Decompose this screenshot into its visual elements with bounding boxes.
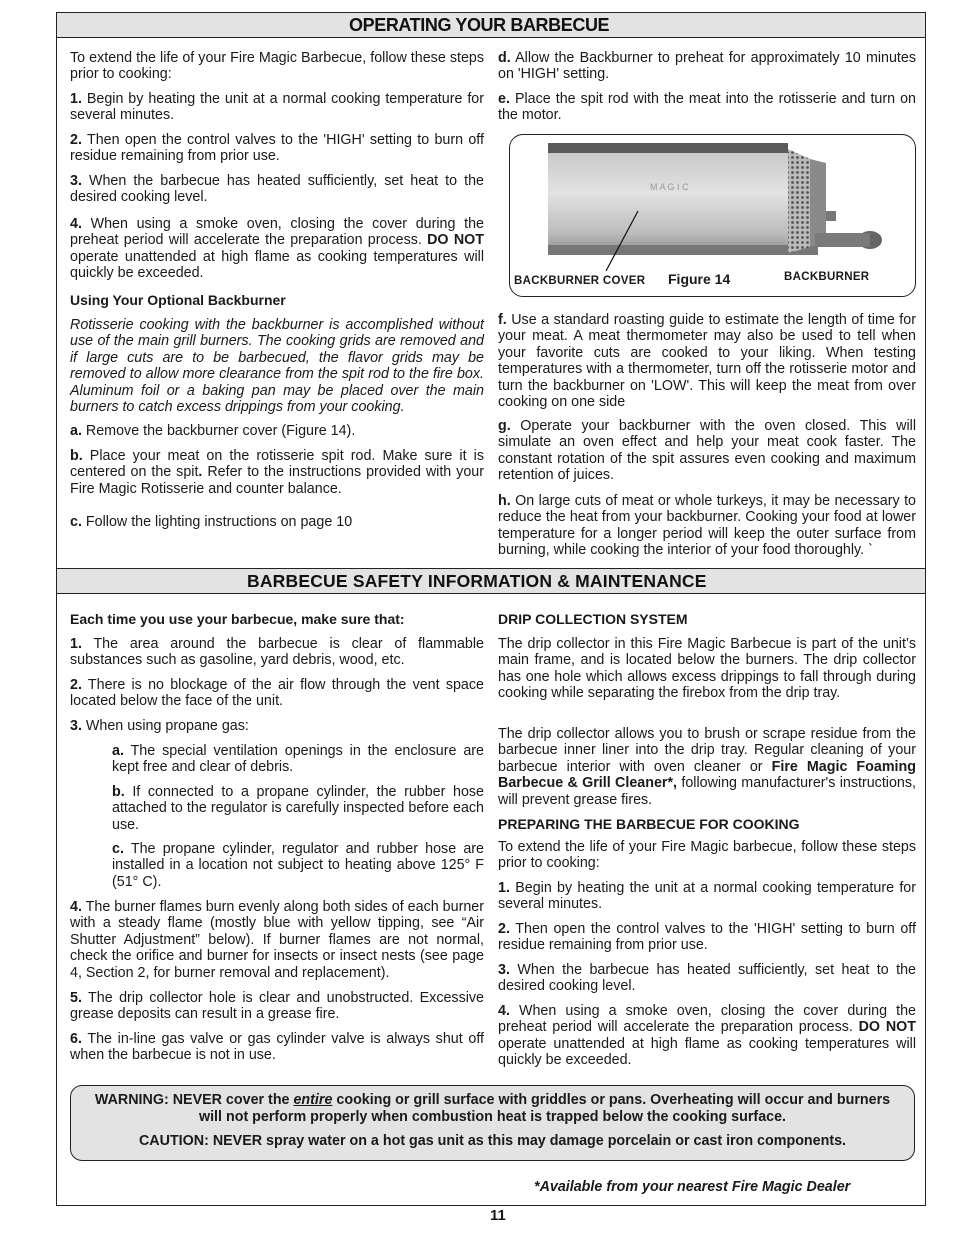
- substep-a: a. Remove the backburner cover (Figure 14).: [70, 423, 356, 439]
- substep-e: e. Place the spit rod with the meat into the rotisserie and turn on the motor.: [498, 91, 916, 124]
- prep-step-1: 1. Begin by heating the unit at a normal cooking temperature for several minutes.: [498, 880, 916, 913]
- substep-g: g. Operate your backburner with the oven closed. This will simulate an oven effect and help your meat cook faster. The constant rotation of the spit assures even cooking and maximum retention of juices.: [498, 418, 916, 484]
- propane-item-c: c. The propane cylinder, regulator and rubber hose are installed in a location not subject to heating above 125° F (51° C).: [112, 841, 484, 890]
- substep-d: d. Allow the Backburner to preheat for approximately 10 minutes on 'HIGH' setting.: [498, 50, 916, 83]
- prep-heading: PREPARING THE BARBECUE FOR COOKING: [498, 816, 800, 832]
- figure-title: Figure 14: [668, 271, 731, 287]
- drip-paragraph-1: The drip collector in this Fire Magic Barbecue is part of the unit’s main frame, and is located below the burners. The drip collector has one hole which allows excess drippings to fall through during cooking while separating the firebox from the drip tray.: [498, 636, 916, 702]
- safety-item-2: 2. There is no blockage of the air flow through the vent space located below the face of the unit.: [70, 677, 484, 710]
- step-3: 3. When the barbecue has heated sufficiently, set heat to the desired cooking level.: [70, 173, 484, 206]
- step-4: 4. When using a smoke oven, closing the cover during the preheat period will accelerate the preparation process. DO NOT operate unattended at high flame as cooking temperatures will quickly be exceeded.: [70, 216, 484, 282]
- caution-text: CAUTION: NEVER spray water on a hot gas unit as this may damage porcelain or cast iron components.: [138, 1133, 847, 1149]
- prep-step-2: 2. Then open the control valves to the 'HIGH' setting to burn off residue remaining from prior use.: [498, 921, 916, 954]
- section-header-operating: [56, 12, 926, 38]
- warning-box: [70, 1085, 915, 1161]
- substep-h: h. On large cuts of meat or whole turkeys, it may be necessary to reduce the heat from your backburner. Cooking your food at lower temperature for a longer period will keep the outer surface from burning, while cooking the interior of your food thoroughly. `: [498, 493, 916, 559]
- prep-intro: To extend the life of your Fire Magic barbecue, follow these steps prior to cooking:: [498, 839, 916, 872]
- label-backburner-cover: BACKBURNER COVER: [514, 275, 646, 287]
- label-backburner: BACKBURNER: [784, 271, 870, 283]
- prep-step-3: 3. When the barbecue has heated sufficiently, set heat to the desired cooking level.: [498, 962, 916, 995]
- propane-item-b: b. If connected to a propane cylinder, the rubber hose attached to the regulator is carefully inspected before each use.: [112, 784, 484, 833]
- step-2: 2. Then open the control valves to the 'HIGH' setting to burn off residue remaining from prior use.: [70, 132, 484, 165]
- page-number: 11: [490, 1207, 506, 1224]
- section-header-safety: [56, 568, 926, 594]
- safety-item-3: 3. When using propane gas:: [70, 718, 249, 734]
- footnote: *Available from your nearest Fire Magic Dealer: [534, 1179, 851, 1195]
- safety-checklist-heading: Each time you use your barbecue, make sure that:: [70, 611, 405, 627]
- substep-f: f. Use a standard roasting guide to estimate the length of time for your meat. A meat thermometer may also be used to tell when your favorite cuts are cooked to your liking. When testing temperatures with a thermometer, turn off the rotisserie motor and turn the backburner on 'LOW'. This will keep the meat from over cooking on one side: [498, 312, 916, 411]
- svg-text:M A G I C: M A G I C: [650, 182, 689, 192]
- step-1: 1. Begin by heating the unit at a normal cooking temperature for several minutes.: [70, 91, 484, 124]
- safety-item-4: 4. The burner flames burn evenly along both sides of each burner with a steady flame (mostly blue with yellow tipping, see “Air Shutter Adjustment” below). If burner flames are not normal, check the orifice and burner for insects or insect nests (see page 4, Section 2, for burner removal and replacement).: [70, 899, 484, 981]
- safety-item-1: 1. The area around the barbecue is clear of flammable substances such as gasoline, yard debris, wood, etc.: [70, 636, 484, 669]
- warning-text: WARNING: NEVER cover the entire cooking or grill surface with griddles or pans. Overheating will occur and burners will not perform properly when combustion heat is trapped below the cooking surface.: [94, 1092, 891, 1125]
- backburner-description: Rotisserie cooking with the backburner is accomplished without use of the main grill burners. The cooking grids are removed and if large cuts are to be barbecued, the flavor grids may be removed to allow more clearance from the spit rod to the fire box. Aluminum foil or a baking pan may be placed over the main burners to catch excess drippings from your cooking.: [70, 317, 484, 416]
- substep-b: b. Place your meat on the rotisserie spit rod. Make sure it is centered on the spit. Refer to the instructions provided with your Fire Magic Rotisserie and counter balance.: [70, 448, 484, 497]
- backburner-heading: Using Your Optional Backburner: [70, 292, 286, 308]
- figure-14-box: [509, 134, 916, 297]
- safety-item-5: 5. The drip collector hole is clear and unobstructed. Excessive grease deposits can result in a grease fire.: [70, 990, 484, 1023]
- substep-c: c. Follow the lighting instructions on page 10: [70, 514, 353, 530]
- section-title: OPERATING YOUR BARBECUE: [349, 15, 610, 35]
- drip-paragraph-2: The drip collector allows you to brush or scrape residue from the barbecue inner liner into the drip tray. Regular cleaning of your barbecue interior with oven cleaner or Fire Magic Foaming Barbecue & Grill Cleaner*, following manufacturer's instructions, will prevent grease fires.: [498, 726, 916, 808]
- intro-text: To extend the life of your Fire Magic Barbecue, follow these steps prior to cooking:: [70, 50, 484, 83]
- drip-heading: DRIP COLLECTION SYSTEM: [498, 611, 688, 627]
- propane-item-a: a. The special ventilation openings in the enclosure are kept free and clear of debris.: [112, 743, 484, 776]
- section-title: BARBECUE SAFETY INFORMATION & MAINTENANCE: [247, 571, 707, 591]
- safety-item-6: 6. The in-line gas valve or gas cylinder valve is always shut off when the barbecue is not in use.: [70, 1031, 484, 1064]
- prep-step-4: 4. When using a smoke oven, closing the cover during the preheat period will accelerate the preparation process. DO NOT operate unattended at high flame as cooking temperatures will quickly be exceeded.: [498, 1003, 916, 1069]
